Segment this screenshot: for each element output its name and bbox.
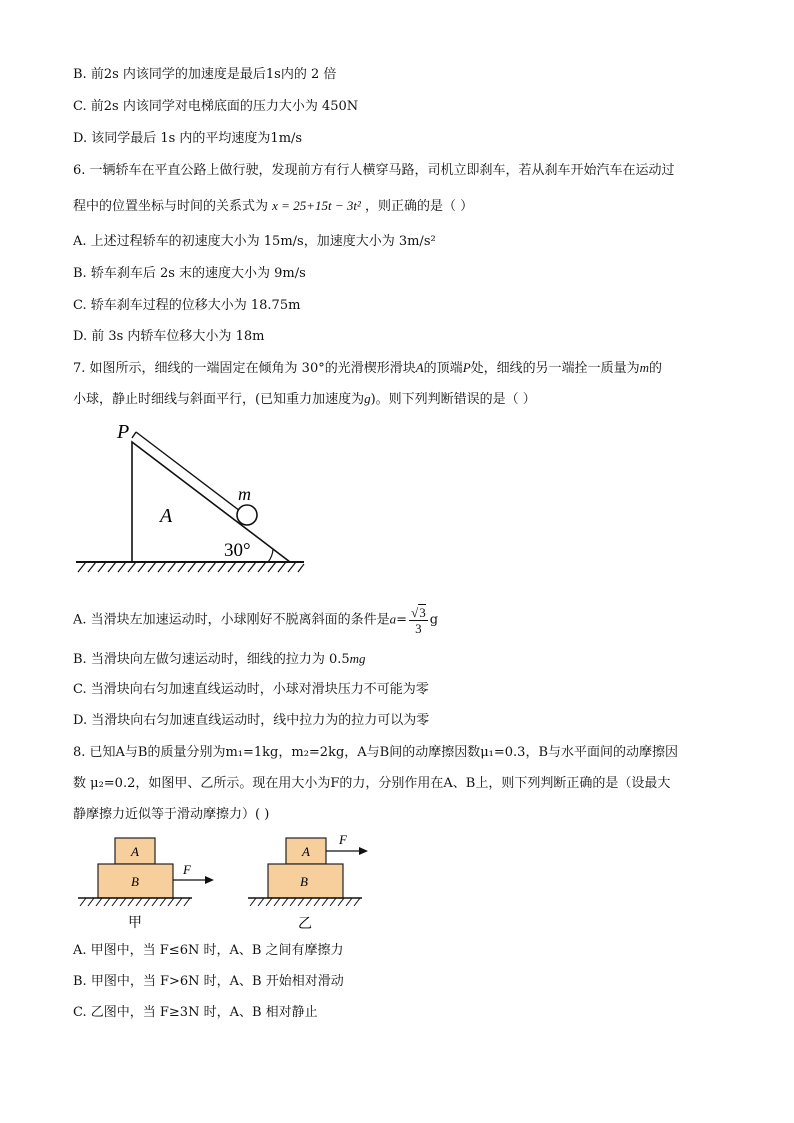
- q7-option-a-eq: =: [396, 612, 408, 628]
- angle-arc: [268, 549, 273, 562]
- q6-option-c: C. 轿车刹车过程的位移大小为 18.75m: [73, 298, 301, 313]
- caption-yi: 乙: [298, 917, 312, 932]
- label-p: P: [117, 421, 130, 443]
- q7-option-a-fraction: $\frac{√3}{3}$: [411, 605, 426, 636]
- q7-stem-part: 7. 如图所示，细线的一端固定在倾角为 30°的光滑楔形滑块: [73, 361, 416, 376]
- q7-var-a: A: [415, 360, 424, 375]
- q8-stem-line1: 8. 已知A与B的质量分别为m₁=1kg，m₂=2kg，A与B间的动摩擦因数μ₁=0.3，B与水平面间的动摩擦因: [73, 745, 679, 760]
- ball-circle: [237, 505, 257, 525]
- q7-option-a-g: g: [429, 612, 439, 628]
- q7-var-m: m: [639, 360, 650, 375]
- label-b: B: [300, 874, 308, 889]
- force-arrowhead: [205, 876, 214, 884]
- force-arrowhead: [359, 847, 368, 855]
- label-a: A: [302, 844, 310, 859]
- q7-stem-part: 的顶端: [423, 361, 463, 376]
- q6-stem-text: 程中的位置坐标与时间的关系式为: [73, 199, 269, 214]
- q6-option-d: D. 前 3s 内轿车位移大小为 18m: [73, 329, 265, 344]
- q6-stem-tail: ，则正确的是（ ）: [365, 199, 474, 214]
- q7-option-b-mg: mg: [349, 651, 366, 666]
- q7-option-b: [73, 650, 366, 669]
- q7-option-d: D. 当滑块向右匀加速直线运动时，线中拉力为的拉力可以为零: [73, 713, 430, 728]
- q6-formula: x = 25+15t − 3t²: [272, 198, 361, 213]
- q5-option-c: C. 前2s 内该同学对电梯底面的压力大小为 450N: [73, 99, 359, 114]
- q7-option-a: [73, 604, 438, 636]
- string-upper: [136, 432, 240, 511]
- label-angle: 30°: [224, 540, 251, 561]
- q6-stem-line2: [73, 197, 473, 216]
- q7-stem-line1: [73, 359, 662, 378]
- q7-stem-part: 处，细线的另一端拴一质量为: [470, 361, 640, 376]
- ground-hatching: [78, 562, 304, 572]
- q8-option-c: C. 乙图中，当 F≥3N 时，A、B 相对静止: [73, 1005, 318, 1020]
- q6-option-a: A. 上述过程轿车的初速度大小为 15m/s，加速度大小为 3m/s²: [73, 234, 436, 249]
- q7-stem-part: 小球，静止时细线与斜面平行，(已知重力加速度为: [73, 392, 365, 407]
- q7-stem-part: )。则下列判断错误的是（ ）: [370, 392, 536, 407]
- q6-stem-line1: 6. 一辆轿车在平直公路上做行驶，发现前方有行人横穿马路，司机立即刹车，若从刹车开始汽车在运动过: [73, 163, 675, 178]
- q8-option-b: B. 甲图中，当 F>6N 时，A、B 开始相对滑动: [73, 974, 344, 989]
- label-a: A: [160, 505, 173, 527]
- q8-option-a: A. 甲图中，当 F≤6N 时，A、B 之间有摩擦力: [73, 943, 344, 958]
- q8-figure-jia: [72, 834, 222, 934]
- label-m: m: [238, 484, 251, 504]
- q7-option-a-text: A. 当滑块左加速运动时，小球刚好不脱离斜面的条件是: [73, 612, 390, 628]
- ground-hatching: [250, 898, 360, 906]
- q7-option-b-text: B. 当滑块向左做匀速运动时，细线的拉力为 0.5: [73, 652, 350, 667]
- q7-stem-part: 的: [649, 361, 663, 376]
- q7-stem-line2: [73, 390, 536, 409]
- label-b: B: [131, 874, 139, 889]
- wedge-outline: [132, 442, 290, 562]
- label-f: F: [339, 832, 347, 847]
- q8-stem-line2: 数 μ₂=0.2，如图甲、乙所示。现在用大小为F的力，分别作用在A、B上，则下列判断正确的是（设最大: [73, 776, 671, 791]
- q8-figure-yi: [244, 830, 384, 934]
- q7-var-p: P: [462, 360, 471, 375]
- label-f: F: [183, 862, 191, 877]
- q7-option-c: C. 当滑块向右匀加速直线运动时，小球对滑块压力不可能为零: [73, 682, 429, 697]
- caption-jia: 甲: [128, 916, 142, 931]
- q7-option-a-var: a: [389, 611, 397, 627]
- q7-var-g: g: [364, 391, 371, 406]
- q5-option-b: B. 前2s 内该同学的加速度是最后1s内的 2 倍: [73, 67, 337, 82]
- q8-stem-line3: 静摩擦力近似等于滑动摩擦力）( ): [73, 807, 270, 822]
- label-a: A: [131, 844, 139, 859]
- q7-wedge-figure: [70, 418, 310, 578]
- q5-option-d: D. 该同学最后 1s 内的平均速度为1m/s: [73, 131, 303, 146]
- q6-option-b: B. 轿车刹车后 2s 末的速度大小为 9m/s: [73, 266, 306, 281]
- ground-hatching: [80, 898, 190, 906]
